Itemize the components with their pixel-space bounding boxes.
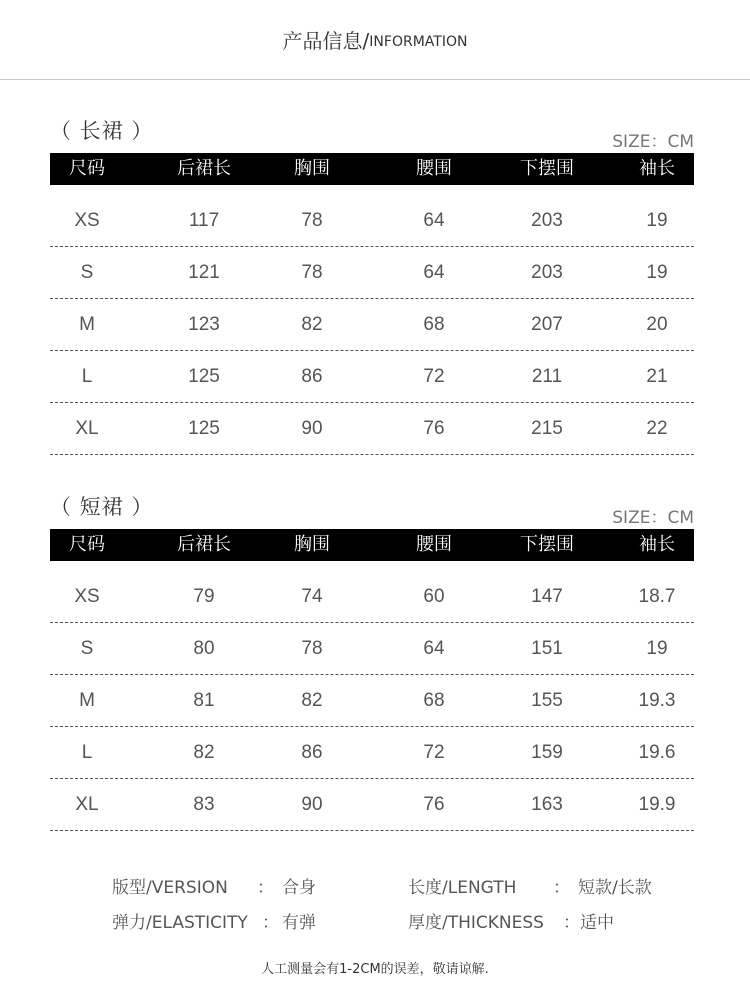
column-header: 后裙长 xyxy=(177,158,231,179)
table-cell: 163 xyxy=(531,794,563,815)
column-header: 后裙长 xyxy=(177,534,231,555)
column-header: 腰围 xyxy=(416,158,452,179)
table-cell: 207 xyxy=(531,314,563,335)
table-row xyxy=(50,675,694,727)
table-cell: 82 xyxy=(301,690,323,711)
property-value: 有弹 xyxy=(282,913,316,933)
column-header: 袖长 xyxy=(639,534,675,555)
table-cell: 151 xyxy=(531,638,563,659)
table-cell: XL xyxy=(75,418,99,439)
table-cell: 19 xyxy=(646,262,668,283)
table-cell: 74 xyxy=(301,586,323,607)
table-cell: 203 xyxy=(531,210,563,231)
property-separator: ： xyxy=(262,913,279,933)
table-cell: 19 xyxy=(646,210,668,231)
table-header xyxy=(50,153,694,185)
table-cell: XS xyxy=(74,210,100,231)
table-row xyxy=(50,403,694,455)
table-cell: M xyxy=(79,314,95,335)
table-cell: 147 xyxy=(531,586,563,607)
table-cell: L xyxy=(81,742,93,763)
table-cell: 76 xyxy=(423,794,445,815)
table-cell: 68 xyxy=(423,690,445,711)
table-cell: 20 xyxy=(646,314,668,335)
page-title-en: INFORMATION xyxy=(369,33,468,50)
table-row xyxy=(50,351,694,403)
table-cell: 90 xyxy=(301,418,323,439)
property-label: 长度/LENGTH xyxy=(408,878,517,898)
table-row xyxy=(50,195,694,247)
table-header xyxy=(50,529,694,561)
measurement-note: 人工测量会有1-2CM的误差，敬请谅解. xyxy=(261,962,489,977)
table-cell: 211 xyxy=(531,366,563,387)
table-row xyxy=(50,623,694,675)
table-cell: 64 xyxy=(423,262,445,283)
table-cell: S xyxy=(80,262,94,283)
table-cell: 78 xyxy=(301,638,323,659)
table-cell: 86 xyxy=(301,366,323,387)
table-cell: 159 xyxy=(531,742,563,763)
table-row xyxy=(50,727,694,779)
section-title: （ 长裙 ） xyxy=(50,119,154,143)
table-cell: 78 xyxy=(301,210,323,231)
table-cell: 19.6 xyxy=(638,742,676,763)
table-cell: S xyxy=(80,638,94,659)
column-header: 尺码 xyxy=(69,158,105,179)
table-cell: 125 xyxy=(188,366,220,387)
property-value: 适中 xyxy=(580,913,614,933)
table-cell: 22 xyxy=(646,418,668,439)
column-header: 胸围 xyxy=(294,534,330,555)
table-cell: 18.7 xyxy=(638,586,676,607)
page-header xyxy=(0,0,750,80)
column-header: 尺码 xyxy=(69,534,105,555)
column-header: 下摆围 xyxy=(520,158,574,179)
table-row xyxy=(50,571,694,623)
section-title: （ 短裙 ） xyxy=(50,495,154,519)
column-header: 袖长 xyxy=(639,158,675,179)
table-cell: XL xyxy=(75,794,99,815)
property-label: 版型/VERSION xyxy=(112,878,228,898)
table-cell: M xyxy=(79,690,95,711)
table-cell: 155 xyxy=(531,690,563,711)
property-value: 短款/长款 xyxy=(578,878,652,898)
table-cell: 80 xyxy=(193,638,215,659)
table-cell: 76 xyxy=(423,418,445,439)
table-cell: 82 xyxy=(193,742,215,763)
property-value: 合身 xyxy=(282,878,316,898)
table-cell: 83 xyxy=(193,794,215,815)
size-unit-label: SIZE：CM xyxy=(612,508,694,528)
table-cell: 125 xyxy=(188,418,220,439)
table-cell: 121 xyxy=(188,262,220,283)
table-cell: 79 xyxy=(193,586,215,607)
table-cell: XS xyxy=(74,586,100,607)
table-cell: 86 xyxy=(301,742,323,763)
table-cell: 90 xyxy=(301,794,323,815)
column-header: 腰围 xyxy=(416,534,452,555)
table-cell: 60 xyxy=(423,586,445,607)
table-cell: 82 xyxy=(301,314,323,335)
property-separator: ： xyxy=(257,878,274,898)
table-cell: 117 xyxy=(188,210,220,231)
table-cell: 64 xyxy=(423,210,445,231)
table-cell: 72 xyxy=(423,742,445,763)
property-separator: ： xyxy=(553,878,570,898)
table-cell: 64 xyxy=(423,638,445,659)
table-cell: L xyxy=(81,366,93,387)
table-cell: 68 xyxy=(423,314,445,335)
table-row xyxy=(50,247,694,299)
column-header: 胸围 xyxy=(294,158,330,179)
table-cell: 215 xyxy=(531,418,563,439)
table-row xyxy=(50,299,694,351)
column-header: 下摆围 xyxy=(520,534,574,555)
table-cell: 81 xyxy=(193,690,215,711)
table-cell: 19.3 xyxy=(638,690,676,711)
table-cell: 203 xyxy=(531,262,563,283)
table-cell: 78 xyxy=(301,262,323,283)
size-unit-label: SIZE：CM xyxy=(612,132,694,152)
property-separator: ： xyxy=(563,913,580,933)
table-cell: 19.9 xyxy=(638,794,676,815)
table-cell: 19 xyxy=(646,638,668,659)
table-cell: 72 xyxy=(423,366,445,387)
property-label: 弹力/ELASTICITY xyxy=(112,913,248,933)
property-label: 厚度/THICKNESS xyxy=(408,913,544,933)
table-cell: 21 xyxy=(646,366,668,387)
page-title: 产品信息/ xyxy=(282,29,370,53)
table-row xyxy=(50,779,694,831)
table-cell: 123 xyxy=(188,314,220,335)
